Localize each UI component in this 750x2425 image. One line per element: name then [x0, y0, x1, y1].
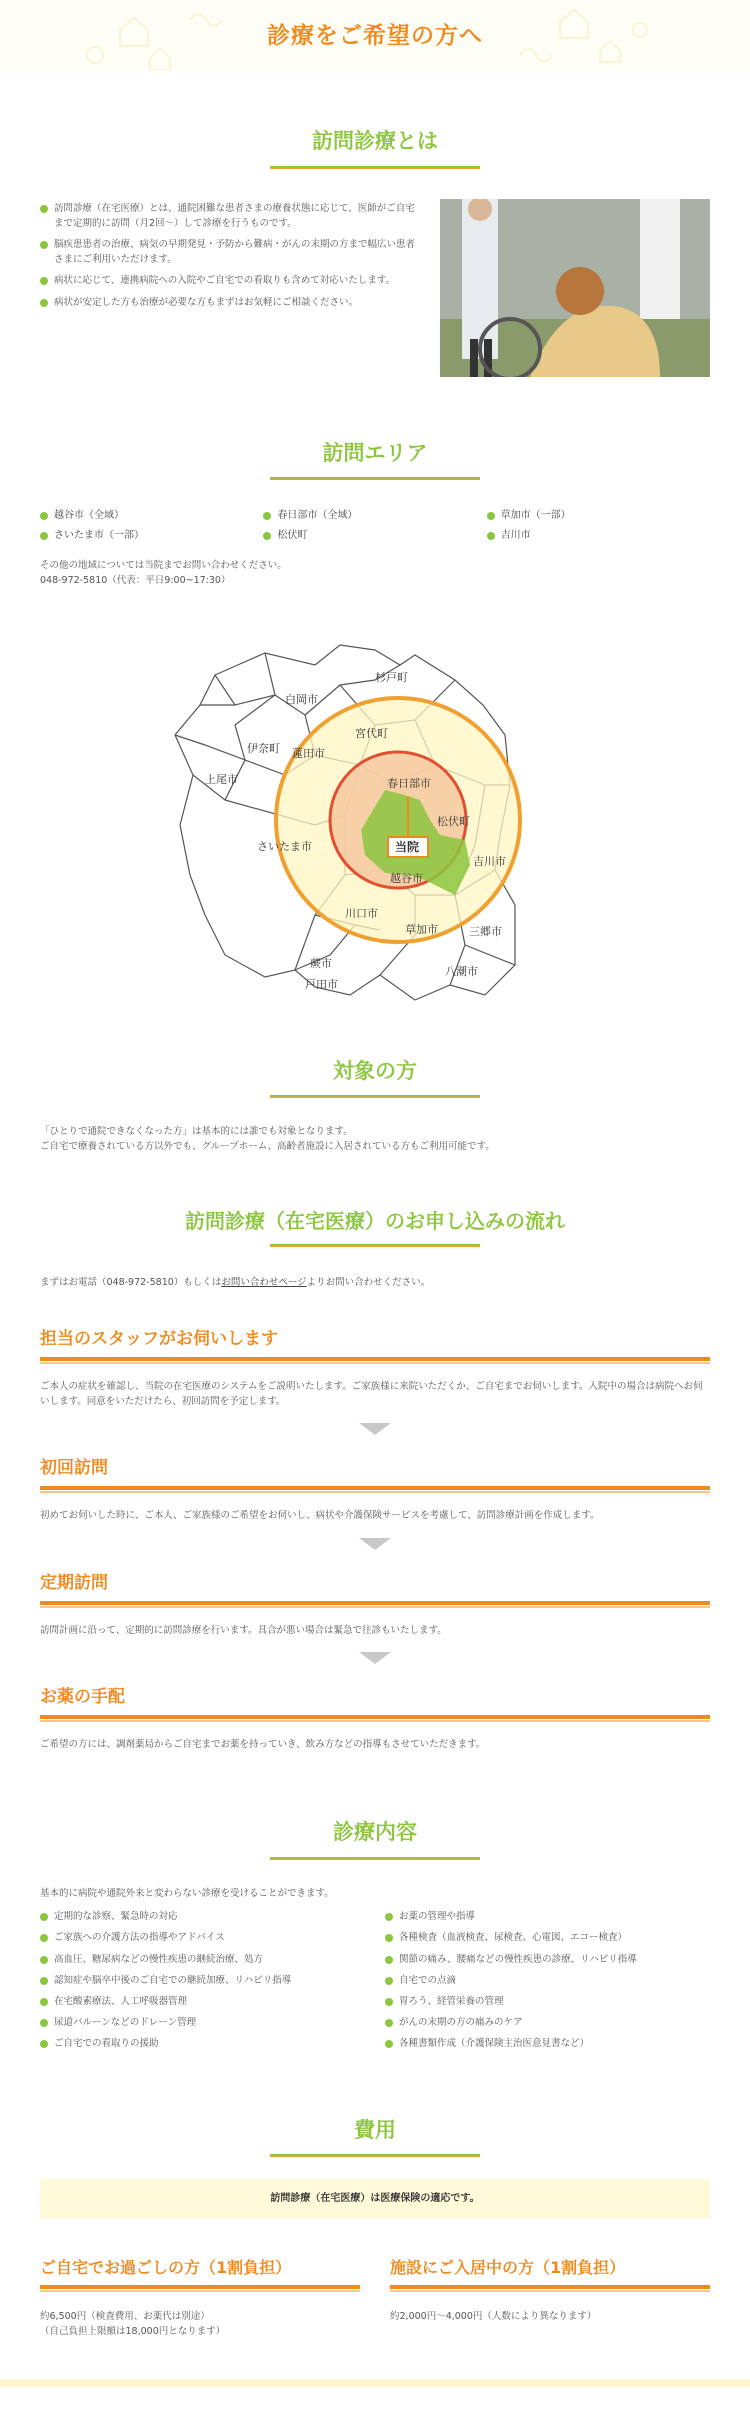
flow-step-title: 担当のスタッフがお伺いします	[40, 1326, 710, 1361]
area-note: その他の地域については当院までお問い合わせください。	[40, 560, 287, 572]
city-label: さいたま市（一部）	[54, 530, 144, 542]
list-item: がんの末期の方の痛みのケア	[385, 2015, 710, 2030]
arrow-down-icon	[359, 1652, 391, 1664]
list-item: 在宅酸素療法、人工呼吸器管理	[40, 1994, 365, 2009]
map-label-kasukabe: 春日部市	[387, 776, 431, 790]
target-line-1: 「ひとりで通院できなくなった方」は基本的には誰でも対象となります。	[40, 1126, 353, 1138]
target-line-2: ご自宅で療養されている方以外でも、グループホーム、高齢者施設に入居されている方もご利用可能です。	[40, 1141, 495, 1153]
area-title: 訪問エリア	[40, 437, 710, 481]
list-item: 各種検査（血液検査、尿検査、心電図、エコー検査）	[385, 1930, 710, 1945]
about-list	[40, 199, 418, 377]
services-list	[40, 1909, 710, 2057]
contact-page-link[interactable]: お問い合わせページ	[221, 1276, 307, 1288]
fees-note: 訪問診療（在宅医療）は医療保険の適応です。	[40, 2179, 710, 2219]
doctor-and-patient-photo-icon	[440, 199, 710, 377]
area-map	[40, 625, 710, 1015]
fees-home-text-1: 約6,500円（検査費用、お薬代は別途）	[40, 2310, 210, 2322]
about-title: 訪問診療とは	[40, 125, 710, 169]
list-item: 認知症や脳卒中後のご自宅での継続加療、リハビリ指導	[40, 1973, 365, 1988]
map-label-soka: 草加市	[405, 922, 438, 936]
flow-step-title: 初回訪問	[40, 1455, 710, 1490]
list-item: 高血圧、糖尿病などの慢性疾患の継続治療、処方	[40, 1952, 365, 1967]
area-city-list	[40, 508, 710, 544]
city-label: 松伏町	[277, 530, 308, 542]
services-left	[40, 1909, 365, 2057]
map-label-matsubushi: 松伏町	[437, 814, 470, 828]
map-label-yoshikawa: 吉川市	[473, 854, 506, 868]
city-label: 春日部市（全域）	[277, 510, 358, 522]
list-item: 自宅での点滴	[385, 1973, 710, 1988]
fees-facility-title: 施設にご入居中の方（1割負担）	[390, 2255, 710, 2289]
map-label-koshigaya: 越谷市	[390, 871, 423, 885]
list-item: 訪問診療（在宅医療）とは、通院困難な患者さまの療養状態に応じて、医師がご自宅まで定期的に訪問（月2回～）して診療を行うものです。	[40, 201, 418, 231]
list-item: 関節の痛み、腰痛などの慢性疾患の診療、リハビリ指導	[385, 1952, 710, 1967]
services-intro: 基本的に病院や通院外来と変わらない診療を受けることができます。	[40, 1888, 334, 1899]
fees-facility-text: 約2,000円～4,000円（人数により異なります）	[390, 2310, 597, 2322]
fees-home-text-2: （自己負担上限額は18,000円となります）	[40, 2325, 226, 2337]
city-label: 吉川市	[500, 530, 531, 542]
flow-step-1	[40, 1326, 710, 1436]
list-item: 胃ろう、経管栄養の管理	[385, 1994, 710, 2009]
arrow-down-icon	[359, 1538, 391, 1550]
services-title: 診療内容	[40, 1816, 710, 1860]
target-title: 対象の方	[40, 1055, 710, 1099]
list-item: 尿道バルーンなどのドレーン管理	[40, 2015, 365, 2030]
list-item: 定期的な診察、緊急時の対応	[40, 1909, 365, 1924]
map-label-hasuda: 蓮田市	[292, 746, 325, 760]
about-section	[40, 199, 710, 377]
fees-title: 費用	[40, 2114, 710, 2158]
list-item	[263, 508, 486, 524]
page-title: 診療をご希望の方へ	[267, 23, 483, 49]
flow-step-text: ご希望の方には、調剤薬局からご自宅までお薬を持っていき、飲み方などの指導もさせていただきます。	[40, 1739, 486, 1751]
map-label-sugito: 杉戸町	[375, 670, 408, 684]
map-label-inasei: 伊奈町	[247, 741, 280, 755]
list-item	[263, 528, 486, 544]
list-item: 脳疾患患者の治療、病気の早期発見・予防から難病・がんの末期の方まで幅広い患者さまにご利用いただけます。	[40, 237, 418, 267]
list-item: 病状が安定した方も治療が必要な方もまずはお気軽にご相談ください。	[40, 295, 418, 310]
footer-band	[0, 2379, 750, 2387]
list-item	[40, 508, 263, 524]
flow-title: 訪問診療（在宅医療）のお申し込みの流れ	[40, 1205, 710, 1247]
map-label-warabi: 蕨市	[310, 956, 332, 970]
map-label-kawaguchi: 川口市	[345, 906, 378, 920]
list-item: お薬の管理や指導	[385, 1909, 710, 1924]
map-label-clinic: 当院	[395, 839, 420, 854]
arrow-down-icon	[359, 1423, 391, 1435]
flow-step-title: 定期訪問	[40, 1570, 710, 1605]
flow-intro-text-end: よりお問い合わせください。	[306, 1276, 431, 1288]
list-item: ご家族への介護方法の指導やアドバイス	[40, 1930, 365, 1945]
map-label-yashio: 八潮市	[445, 964, 478, 978]
flow-step-4	[40, 1684, 710, 1752]
list-item: 各種書類作成（介護保険主治医意見書など）	[385, 2036, 710, 2051]
list-item	[40, 528, 263, 544]
flow-step-text: 訪問計画に沿って、定期的に訪問診療を行います。具合が悪い場合は緊急で往診もいたします。	[40, 1624, 447, 1636]
fees-facility	[390, 2255, 710, 2339]
map-label-ageo: 上尾市	[205, 772, 238, 786]
flow-step-text: ご本人の症状を確認し、当院の在宅医療のシステムをご説明いたします。ご家族様に来院いただくか、ご自宅までお伺いします。入院中の場合は病院へお伺いします。同意をいただけたら、初回訪問を予定します。	[40, 1380, 703, 1408]
list-item	[487, 508, 710, 524]
city-label: 草加市（一部）	[500, 510, 571, 522]
services-right	[385, 1909, 710, 2057]
flow-intro-text: まずはお電話（048-972-5810）もしくは	[40, 1276, 222, 1288]
fees-home	[40, 2255, 360, 2339]
fees-home-title: ご自宅でお過ごしの方（1割負担）	[40, 2255, 360, 2289]
area-map-svg	[165, 625, 585, 1015]
map-label-toda: 戸田市	[305, 977, 338, 991]
list-item: ご自宅での看取りの援助	[40, 2036, 365, 2051]
target-text	[40, 1124, 710, 1154]
hero-banner	[0, 0, 750, 70]
map-label-saitama: さいたま市	[257, 839, 312, 853]
map-label-shiraoka: 白岡市	[285, 692, 318, 706]
map-label-miyashiro: 宮代町	[355, 726, 388, 740]
flow-step-title: お薬の手配	[40, 1684, 710, 1719]
city-label: 越谷市（全域）	[54, 510, 124, 522]
doctor-photo	[440, 199, 710, 377]
flow-step-2	[40, 1455, 710, 1549]
fees-detail	[40, 2255, 710, 2339]
area-phone: 048-972-5810（代表：平日9:00~17:30）	[40, 575, 231, 587]
flow-intro	[40, 1275, 710, 1290]
map-label-misato: 三郷市	[469, 924, 502, 938]
flow-step-3	[40, 1570, 710, 1664]
flow-step-text: 初めてお伺いした時に、ご本人、ご家族様のご希望をお伺いし、病状や介護保険サービスを考慮して、訪問診療計画を作成します。	[40, 1510, 600, 1522]
list-item: 病状に応じて、連携病院への入院やご自宅での看取りも含めて対応いたします。	[40, 273, 418, 288]
list-item	[487, 528, 710, 544]
